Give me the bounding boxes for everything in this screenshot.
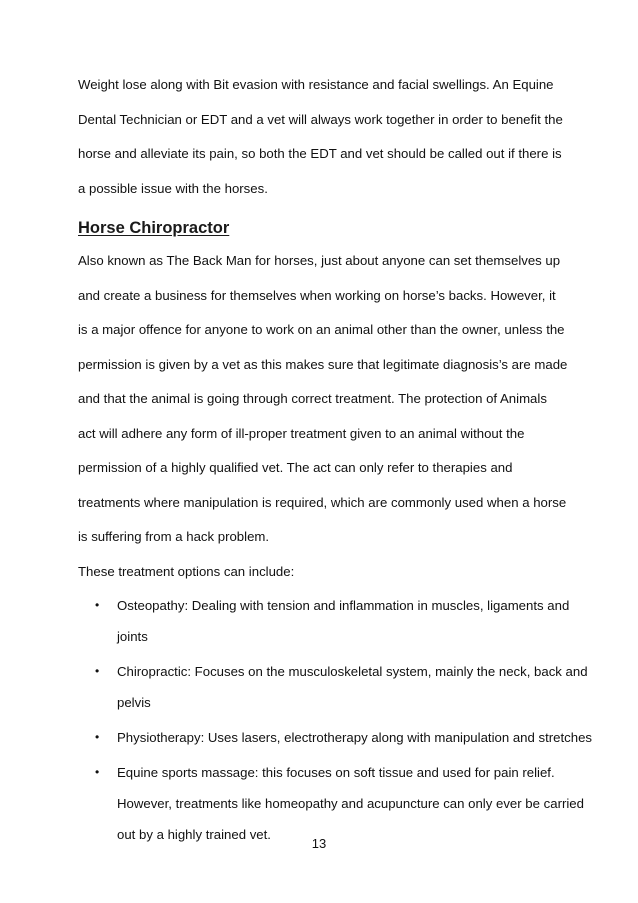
list-item-text: Equine sports massage: this focuses on soft tissue and used for pain relief. However, treatments like homeopathy and acupuncture can only ever be carried out by a highly trained vet. bbox=[117, 765, 584, 842]
bullet-icon: • bbox=[95, 598, 100, 612]
list-item bbox=[78, 722, 597, 753]
treatment-options-list bbox=[78, 590, 593, 850]
list-item bbox=[78, 656, 597, 718]
list-item-text: Physiotherapy: Uses lasers, electrotherapy along with manipulation and stretches bbox=[117, 730, 593, 745]
page-number: 13 bbox=[311, 836, 327, 851]
bullet-icon: • bbox=[95, 765, 100, 779]
list-intro: These treatment options can include: bbox=[78, 563, 295, 579]
list-item-text: Chiropractic: Focuses on the musculoskeletal system, mainly the neck, back and pelvis bbox=[117, 664, 588, 710]
list-item-text: Osteopathy: Dealing with tension and inflammation in muscles, ligaments and joints bbox=[117, 598, 570, 644]
page-content bbox=[78, 68, 593, 854]
bullet-icon: • bbox=[95, 664, 100, 678]
section-heading: Horse Chiropractor bbox=[78, 219, 230, 237]
intro-paragraph: Weight lose along with Bit evasion with resistance and facial swellings. An Equine Dental Technician or EDT and a vet will always work together in order to benefit the horse and alleviate its pain, so both the EDT and vet should be called out if there is a possible issue with the horses. bbox=[78, 77, 563, 196]
section-paragraph: Also known as The Back Man for horses, just about anyone can set themselves up and create a business for themselves when working on horse’s backs. However, it is a major offence for anyone to work on an animal other than the owner, unless the permission is given by a vet as this makes sure that legitimate diagnosis’s are made and that the animal is going through correct treatment. The protection of Animals act will adhere any form of ill-proper treatment given to an animal without the permission of a highly qualified vet. The act can only refer to therapies and treatments where manipulation is required, which are commonly used when a horse is suffering from a hack problem. bbox=[78, 253, 568, 544]
bullet-icon: • bbox=[95, 730, 100, 744]
list-item bbox=[78, 590, 597, 652]
